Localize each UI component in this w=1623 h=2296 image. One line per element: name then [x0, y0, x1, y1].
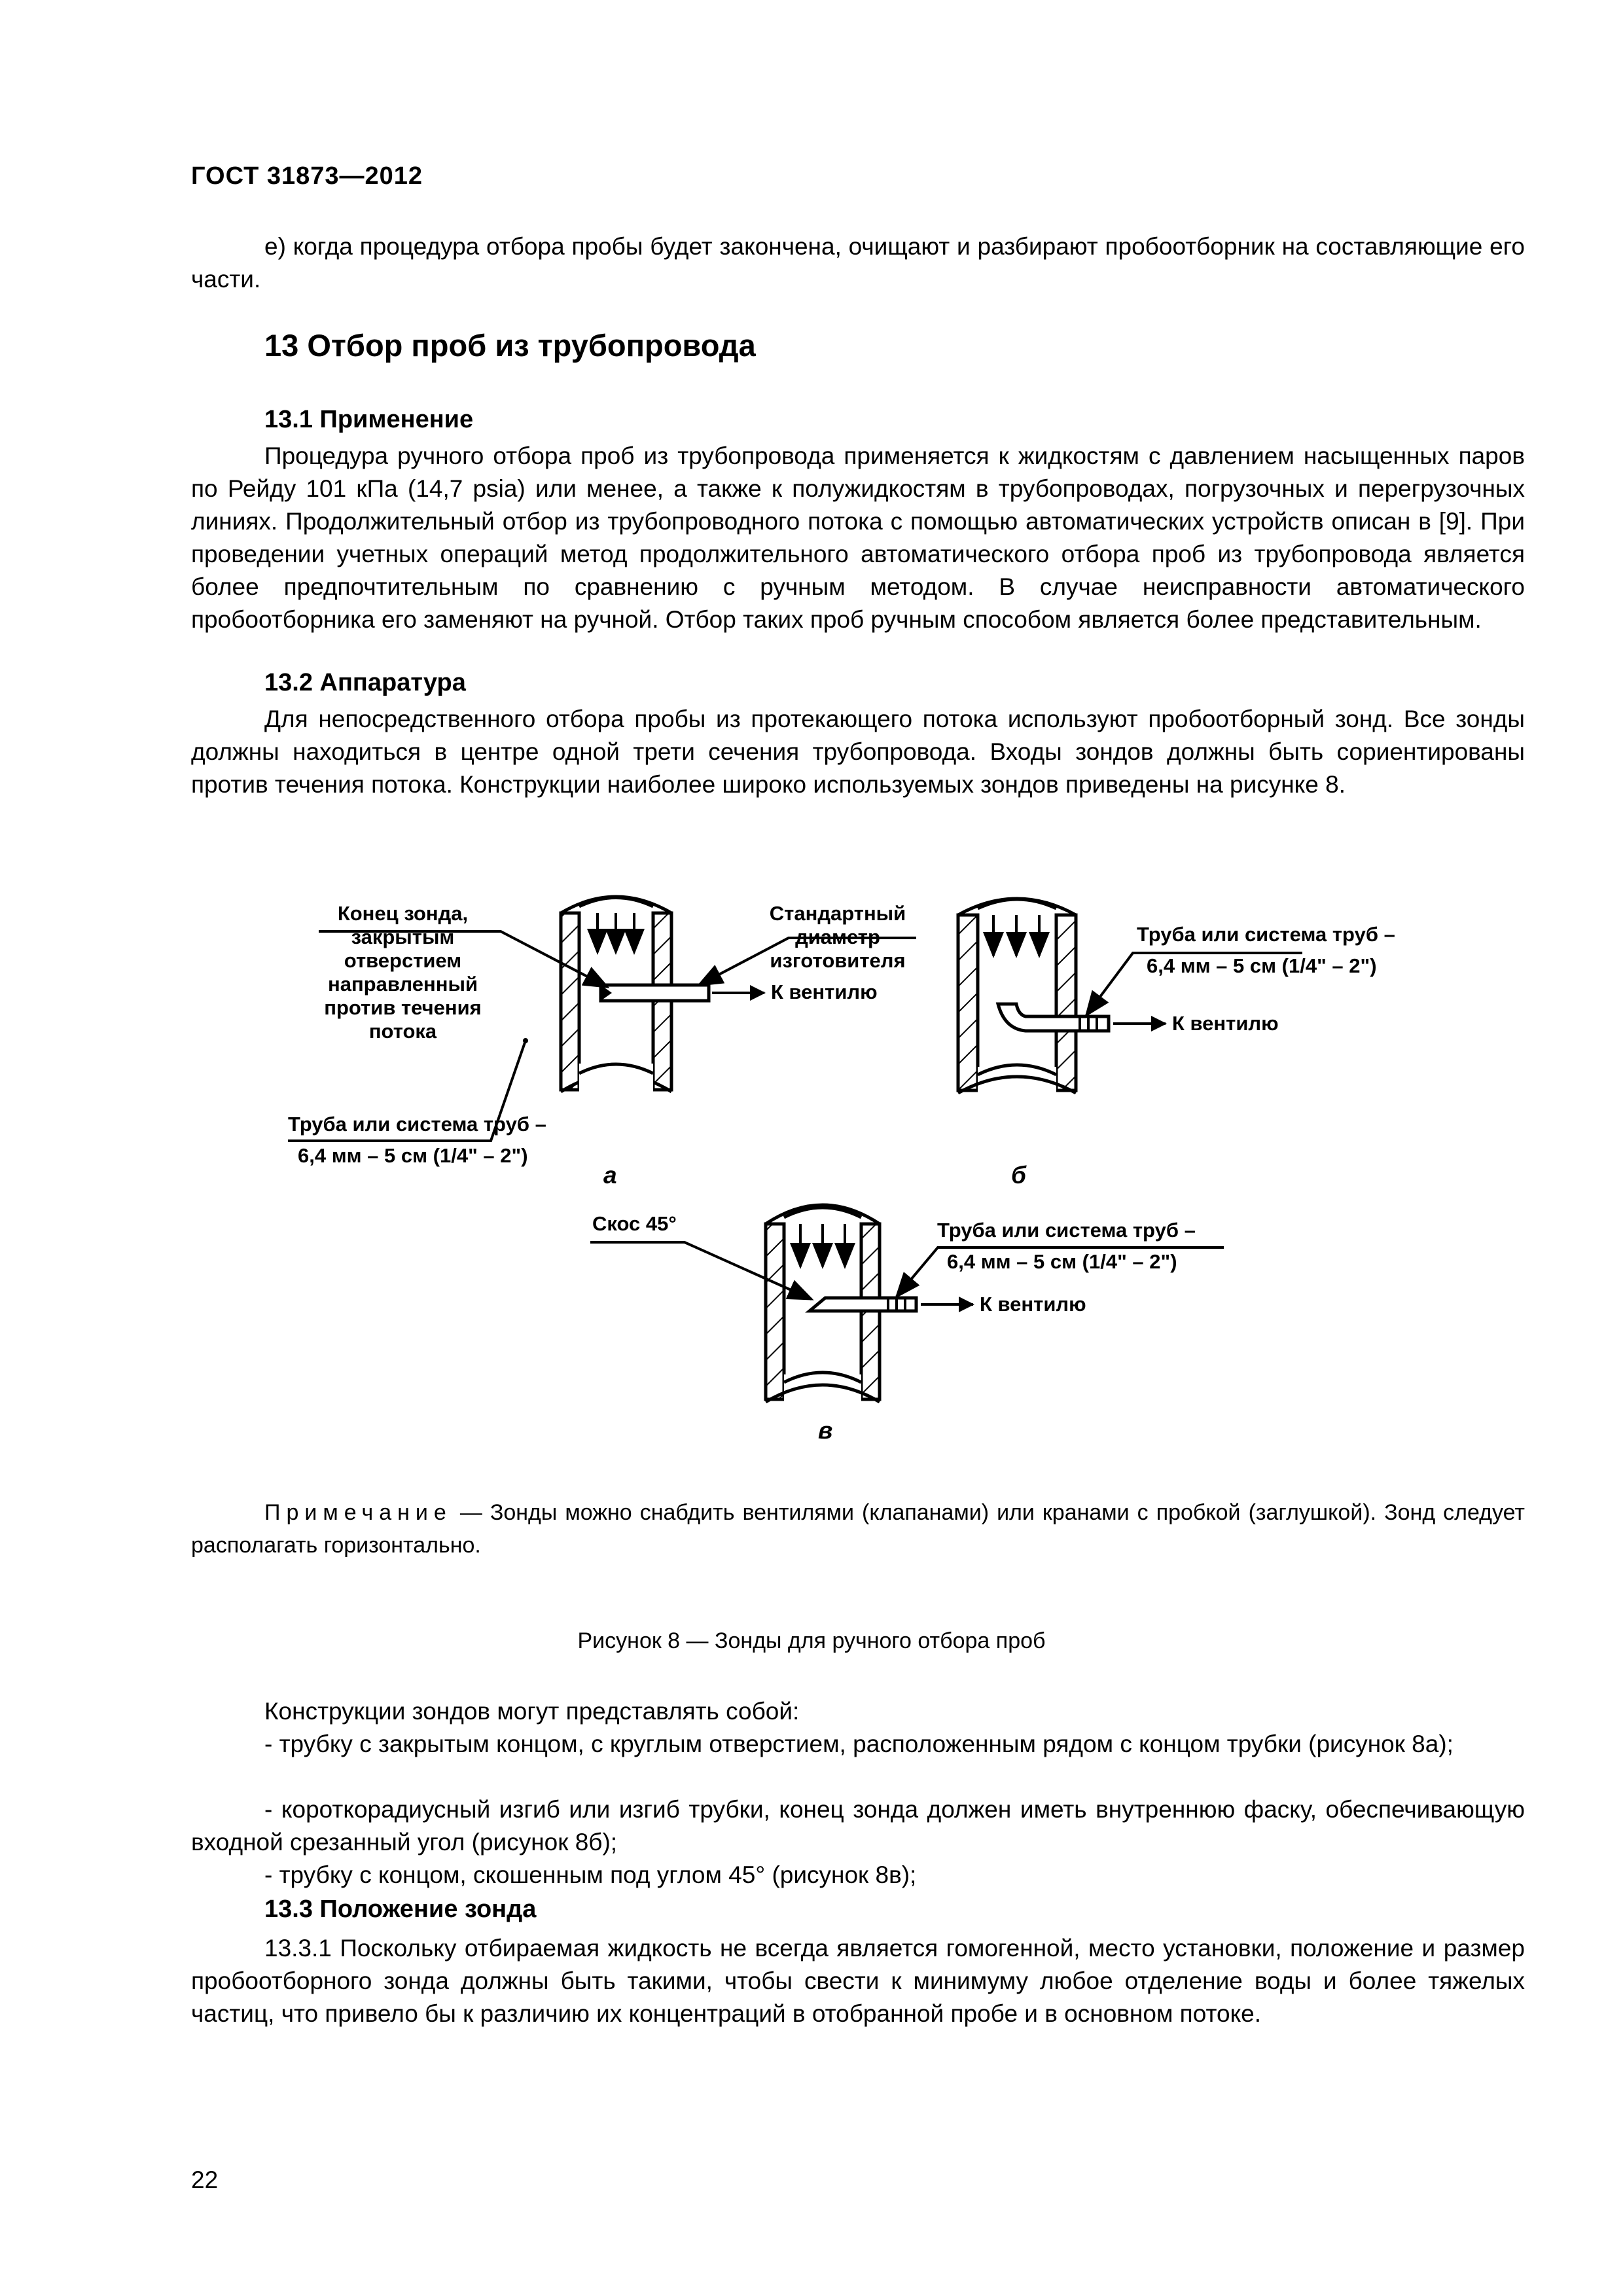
subsection-13-2-text: Для непосредственного отбора пробы из протекающего потока используют пробоотборный зонд. Все зонды должны находиться в центре одной трети сечения трубопровода. Входы зондов должны быть сориентированы против течения потока. Конструкции наиболее широко используемых зондов приведены на рисунке 8.: [191, 706, 1525, 798]
probe-end-label-line: направленный: [327, 973, 478, 996]
subsection-13-1-heading: 13.1 Применение: [264, 406, 474, 433]
design-item: - короткорадиусный изгиб или изгиб трубки, конец зонда должен иметь внутреннюю фаску, обеспечивающую входной срезанный угол (рисунок 8б);: [191, 1796, 1525, 1856]
probe-a: [601, 985, 709, 1001]
probe-c-bevel: [810, 1298, 916, 1311]
subsection-13-1-text: Процедура ручного отбора проб из трубопровода применяется к жидкостям с давлением насыщенных паров по Рейду 101 кПа (14,7 psia) или менее, а также к полужидкостям в трубопроводах, погрузочных и перегрузочных линиях. Продолжительный отбор из трубопроводного потока с помощью автоматических устройств описан в [9]. При проведении учетных операций метод продолжительного автоматического отбора проб из трубопровода является более предпочтительным по сравнению с ручным методом. В случае неисправности автоматического пробоотборника его заменяют на ручной. Отбор таких проб ручным способом является более представительным.: [191, 442, 1525, 633]
pipe-label-a-line2: 6,4 мм – 5 см (1/4" – 2"): [298, 1144, 528, 1167]
to-valve-label-c: К вентилю: [980, 1293, 1086, 1316]
figure-note: [191, 1496, 1525, 1562]
design-item: - трубку с закрытым концом, с круглым отверстием, расположенным рядом с концом трубки (рисунок 8а);: [264, 1731, 1454, 1757]
pipe-label-b-line1: Труба или система труб –: [1137, 923, 1395, 946]
probe-end-label-line: потока: [368, 1020, 437, 1043]
intro-item-paragraph: е) когда процедура отбора пробы будет закончена, очищают и разбирают пробоотборник на составляющие его части.: [191, 233, 1525, 293]
std-diameter-label-a: [753, 902, 923, 973]
page-number: 22: [191, 2166, 219, 2193]
probe-end-label-a: [313, 902, 493, 1043]
subsection-13-3-heading: 13.3 Положение зонда: [264, 1895, 537, 1923]
std-diameter-label-line: изготовителя: [770, 949, 906, 972]
to-valve-label-b: К вентилю: [1172, 1012, 1279, 1035]
subsection-13-3-1-text: 13.3.1 Поскольку отбираемая жидкость не всегда является гомогенной, место установки, положение и размер пробоотборного зонда должны быть такими, чтобы свести к минимуму любое отделение воды и более тяжелых частиц, что привело бы к различию их концентраций в отобранной пробе и в основном потоке.: [191, 1935, 1525, 2027]
flow-arrows-c: [800, 1224, 845, 1266]
to-valve-label-a: К вентилю: [771, 980, 878, 1003]
flow-arrows-a: [597, 913, 634, 952]
designs-intro: Конструкции зондов могут представлять собой:: [264, 1698, 800, 1725]
diagram-letter-b: б: [1011, 1162, 1026, 1189]
probe-end-label-line: Конец зонда,: [337, 902, 469, 925]
subsection-13-2-heading: 13.2 Аппаратура: [264, 669, 466, 696]
section-heading: 13 Отбор проб из трубопровода: [264, 328, 756, 363]
pipe-label-b-line2: 6,4 мм – 5 см (1/4" – 2"): [1147, 954, 1377, 977]
note-prefix: Примечание: [264, 1500, 452, 1525]
pipe-label-c-line1: Труба или система труб –: [937, 1219, 1196, 1242]
probe-end-label-line: против течения: [324, 996, 482, 1019]
std-diameter-label-line: Стандартный: [769, 902, 906, 925]
flow-arrows-b: [993, 915, 1039, 956]
document-header: ГОСТ 31873—2012: [191, 162, 423, 190]
design-item: - трубку с концом, скошенным под углом 45° (рисунок 8в);: [264, 1861, 917, 1888]
probe-end-label-line: отверстием: [344, 949, 462, 972]
bevel-label-c: Скос 45°: [592, 1212, 677, 1235]
pipe-label-c-line2: 6,4 мм – 5 см (1/4" – 2"): [947, 1250, 1177, 1273]
pipe-label-a-line1: Труба или система труб –: [288, 1113, 546, 1136]
diagram-letter-c: в: [818, 1417, 833, 1444]
figure-caption: Рисунок 8 — Зонды для ручного отбора проб: [577, 1628, 1046, 1653]
std-diameter-label-line: диаметр: [795, 925, 880, 948]
note-text: — Зонды можно снабдить вентилями (клапанами) или кранами с пробкой (заглушкой). Зонд следует располагать горизонтально.: [191, 1500, 1525, 1558]
probe-end-label-line: закрытым: [351, 925, 455, 948]
diagram-letter-a: а: [603, 1162, 617, 1189]
